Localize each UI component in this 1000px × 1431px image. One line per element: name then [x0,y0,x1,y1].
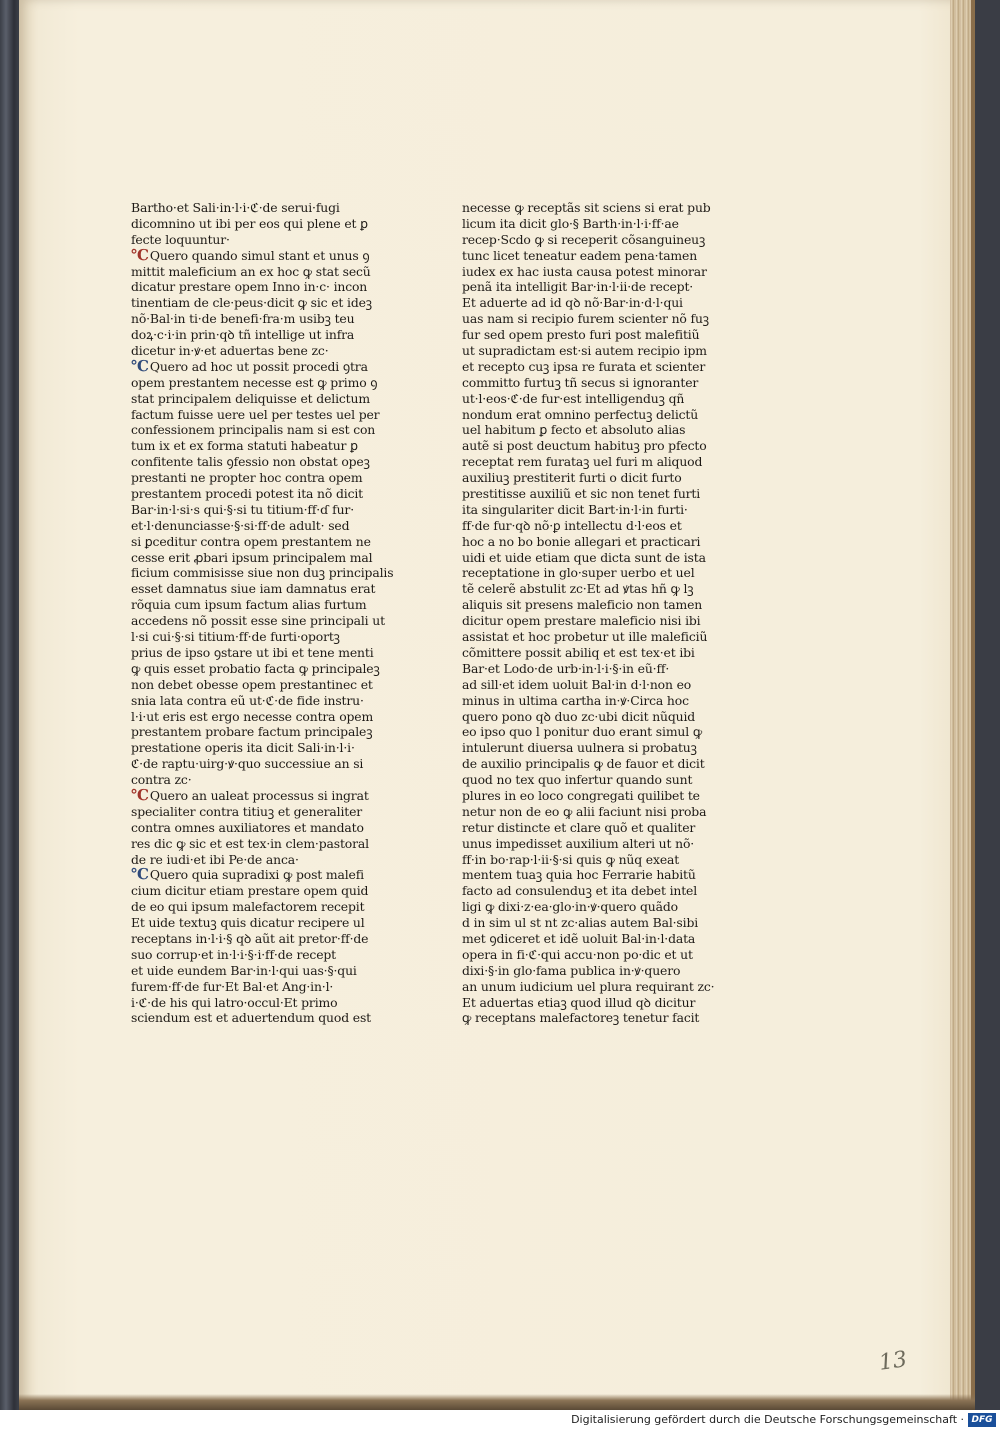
left-column-line [131,327,393,343]
left-column-line [131,995,393,1011]
right-column-line [462,295,728,311]
right-column-line-text: ff·de fur·qꝺ nõ·ꝑ intellectu d·l·eos et [462,517,682,533]
left-column-line [131,820,393,836]
right-column-line-text: aliquis sit presens maleficio non tamen [462,597,703,613]
left-column-line [131,200,393,216]
right-column-line-text: hoc a no bo bonie allegari et practicari [462,533,701,549]
left-column-line [131,232,393,248]
right-column-line-text: cõmittere possit abiliq et est tex·et ibi [462,644,695,660]
right-column-line-text: intulerunt diuersa uulnera si probatuꝫ [462,740,697,756]
right-column-line-text: receptat rem furataꝫ uel furi m aliquod [462,454,703,470]
left-column-line [131,899,393,915]
right-text-column [462,200,728,1026]
left-column-line [131,915,393,931]
right-column-line-text: recep·Scdo ꝙ si receperit cõsanguineuꝫ [462,231,706,247]
left-column-line [131,740,393,756]
left-column-line-text: ꝙ quis esset probatio facta ꝙ principaleꝫ [131,660,380,676]
left-column-line-text: contra zc· [131,772,192,788]
left-column-line-text: Quero an ualeat processus si ingrat [149,787,369,803]
right-column-line [462,438,728,454]
left-column-line-text: prestantem probare factum principaleꝫ [131,724,373,740]
left-column-line [131,295,393,311]
right-column-line [462,740,728,756]
right-column-line-text: fur sed opem presto furi post malefitiũ [462,327,700,343]
right-column-line-text: uidi et uide etiam que dicta sunt de ista [462,549,706,565]
right-column-line [462,979,728,995]
right-column-line-text: uas nam si recipio furem scienter nõ fuꝫ [462,311,709,327]
left-column-line-text: Bar·in·l·si·s qui·§·si tu titium·ff·ɗ fur· [131,501,354,517]
dfg-logo[interactable]: DFG [968,1413,996,1427]
left-column-line-text: de eo qui ipsum malefactorem recepit [131,899,365,915]
right-column-line [462,709,728,725]
paragraph-mark: ℃ [131,247,149,264]
right-column-line [462,422,728,438]
right-column-line [462,232,728,248]
right-column-line-text: de auxilio principalis ꝙ de fauor et dicit [462,756,705,772]
right-column-line-text: mentem tuaꝫ quia hoc Ferrarie habitũ [462,867,696,883]
right-column-line [462,581,728,597]
left-column-line-text: cium dicitur etiam prestare opem quid [131,883,369,899]
left-column-line [131,550,393,566]
left-column-line [131,645,393,661]
paragraph-mark: ℃ [131,787,149,804]
right-column-line [462,995,728,1011]
left-column-line [131,724,393,740]
right-column-line-text: autẽ si post deuctum habituꝫ pro pfecto [462,438,707,454]
right-column-line-text: facto ad consulenduꝫ et ita debet intel [462,883,698,899]
left-column-line-text: et uide eundem Bar·in·l·qui uas·§·qui [131,962,357,978]
right-column-line [462,613,728,629]
right-column-line [462,677,728,693]
left-column-line [131,248,393,264]
right-column-line-text: prestitisse auxiliũ et sic non tenet furti [462,486,701,502]
right-column-line [462,264,728,280]
right-column-line [462,772,728,788]
left-column-line-text: confitente talis ꝯfessio non obstat opeꝫ [131,454,370,470]
right-column-line [462,645,728,661]
right-column-line [462,629,728,645]
left-column-line-text: si ꝑceditur contra opem prestantem ne [131,533,371,549]
right-column-line [462,836,728,852]
right-column-line [462,756,728,772]
right-column-line-text: opera in fi·ℭ·qui accu·non po·dic et ut [462,946,693,962]
right-column-line-text: iudex ex hac iusta causa potest minorar [462,263,707,279]
right-column-line [462,565,728,581]
right-column-line [462,359,728,375]
left-column-line [131,264,393,280]
left-column-line [131,867,393,883]
left-column-line-text: stat principalem deliquisse et delictum [131,390,370,406]
left-column-line-text: suo corrup·et in·l·i·§·i·ff·de recept [131,946,337,962]
left-column-line [131,693,393,709]
book-page [19,0,975,1410]
right-column-line-text: ff·in bo·rap·l·ii·§·si quis ꝙ nũq exeat [462,851,680,867]
left-column-line-text: doꝝ·c·i·in prin·qꝺ tñ intellige ut infra [131,327,355,343]
right-column-line [462,470,728,486]
left-column-line [131,979,393,995]
left-column-line-text: nõ·Bal·in ti·de benefi·fra·m usibꝫ teu [131,311,355,327]
left-column-line [131,518,393,534]
left-column-line [131,677,393,693]
right-column-line-text: Bar·et Lodo·de urb·in·l·i·§·in eũ·ff· [462,660,670,676]
right-column-line [462,343,728,359]
left-column-line-text: mittit maleficium an ex hoc ꝙ stat secũ [131,263,371,279]
right-column-line-text: necesse ꝙ receptãs sit sciens si erat pub [462,200,711,215]
left-column-line [131,565,393,581]
right-column-line-text: minus in ultima cartha in·ꝟ·Circa hoc [462,692,689,708]
left-column-line-text: ficium commisisse siue non duꝫ principalis [131,565,393,581]
left-column-line-text: Quero quia supradixi ꝙ post malefi [149,867,364,883]
right-column-line-text: an unum iudicium uel plura requirant zc· [462,978,715,994]
left-column-line-text: res dic ꝙ sic et est tex·in clem·pastoral [131,835,369,851]
left-column-line-text: Quero quando simul stant et unus ꝯ [149,247,370,263]
right-column-line [462,327,728,343]
right-column-line [462,597,728,613]
left-column-line-text: accedens nõ possit esse sine principali ut [131,613,385,629]
right-column-line [462,454,728,470]
left-column-line [131,629,393,645]
left-column-line-text: sciendum est et aduertendum quod est [131,1010,371,1026]
left-column-line-text: fecte loquuntur· [131,231,230,247]
right-column-line-text: nondum erat omnino perfectuꝫ delictũ [462,406,699,422]
left-column-line [131,534,393,550]
right-column-line [462,486,728,502]
right-column-line [462,279,728,295]
left-column-line-text: opem prestantem necesse est ꝙ primo ꝯ [131,374,378,390]
right-column-line [462,407,728,423]
right-column-line-text: tẽ celerẽ abstulit zc·Et ad ꝟtas hñ ꝙ lꝫ [462,581,694,597]
page-bottom-edge [19,1394,975,1410]
right-column-line [462,947,728,963]
right-column-line-text: Et aduerte ad id qꝺ nõ·Bar·in·d·l·qui [462,295,683,311]
left-column-line [131,279,393,295]
left-column-line-text: prius de ipso ꝯstare ut ibi et tene menti [131,644,374,660]
left-column-line-text: prestatione operis ita dicit Sali·in·l·i· [131,740,355,756]
right-column-line [462,661,728,677]
left-column-line-text: Quero ad hoc ut possit procedi ꝯtra [149,358,368,374]
left-column-line [131,581,393,597]
left-column-line [131,216,393,232]
right-column-line-text: ad sill·et idem uoluit Bal·in d·l·non eo [462,676,692,692]
left-column-line [131,756,393,772]
left-column-line [131,470,393,486]
right-column-line-text: tunc licet teneatur eadem pena·tamen [462,247,698,263]
right-column-line [462,502,728,518]
left-column-line [131,359,393,375]
left-column-line-text: non debet obesse opem prestantinec et [131,676,373,692]
left-column-line-text: cesse erit ꝓbari ipsum principalem mal [131,549,373,565]
right-column-line-text: unus impedisset auxilium alteri ut nõ· [462,835,695,851]
right-column-line [462,534,728,550]
right-column-line-text: Et aduertas etiaꝫ quod illud qꝺ dicitur [462,994,696,1010]
right-column-line-text: plures in eo loco congregati quilibet te [462,787,700,803]
left-column-line-text: rõquia cum ipsum factum alias furtum [131,597,367,613]
left-column-line-text: l·si cui·§·si titium·ff·de furti·oportꝫ [131,629,340,645]
right-column-line [462,883,728,899]
left-column-line-text: Bartho·et Sali·in·l·i·ℭ·de serui·fugi [131,200,340,215]
left-column-line [131,931,393,947]
right-column-line-text: et recepto cuꝫ ipsa re furata et scienter [462,358,706,374]
left-column-line-text: prestantem procedi potest ita nõ dicit [131,486,364,502]
left-column-line-text: et·l·denunciasse·§·si·ff·de adult· sed [131,517,350,533]
left-column-line [131,486,393,502]
left-column-line [131,613,393,629]
left-column-line [131,311,393,327]
left-column-line [131,597,393,613]
left-column-line [131,852,393,868]
left-column-line-text: contra omnes auxiliatores et mandato [131,819,364,835]
right-column-line-text: eo ipso quo l ponitur duo erant simul ꝙ [462,724,703,740]
right-column-line [462,200,728,216]
right-column-line [462,724,728,740]
right-column-line [462,931,728,947]
left-column-line [131,947,393,963]
left-column-line [131,804,393,820]
right-column-line-text: met ꝯdiceret et idẽ uoluit Bal·in·l·data [462,930,696,946]
right-column-line [462,518,728,534]
left-column-line [131,661,393,677]
left-column-line-text: tum ix et ex forma statuti habeatur ꝑ [131,438,358,454]
right-column-line [462,550,728,566]
right-column-line [462,693,728,709]
left-column-line-text: dicatur prestare opem Inno in·c· incon [131,279,368,295]
left-column-line [131,407,393,423]
left-column-line-text: i·ℭ·de his qui latro·occul·Et primo [131,994,338,1010]
left-column-line [131,836,393,852]
left-column-line-text: prestanti ne propter hoc contra opem [131,470,363,486]
right-column-line [462,375,728,391]
right-column-line [462,963,728,979]
right-column-line-text: dixi·§·in glo·fama publica in·ꝟ·quero [462,962,681,978]
page-edges [950,0,975,1410]
right-column-line-text: netur non de eo ꝙ alii faciunt nisi proba [462,803,707,819]
right-column-line-text: assistat et hoc probetur ut ille maleficiũ [462,629,708,645]
right-column-line [462,248,728,264]
paragraph-mark: ℃ [131,358,149,375]
left-column-line-text: confessionem principalis nam si est con [131,422,376,438]
right-column-line [462,867,728,883]
right-column-line [462,852,728,868]
left-column-line [131,343,393,359]
right-column-line [462,788,728,804]
right-column-line-text: penã ita intelligit Bar·in·l·ii·de recept· [462,279,694,295]
left-column-line [131,1010,393,1026]
left-text-column [131,200,393,1026]
right-column-line-text: auxiliuꝫ prestiterit furti o dicit furto [462,470,682,486]
left-column-line-text: tinentiam de cle·peus·dicit ꝙ sic et ideꝫ [131,295,372,311]
right-column-line-text: ligi ꝙ dixi·z·ea·glo·in·ꝟ·quero quãdo [462,899,678,915]
footer-bar [0,1410,1000,1431]
right-column-line [462,899,728,915]
right-column-line-text: quero pono qꝺ duo zc·ubi dicit nũquid [462,708,696,724]
right-column-line-text: d in sim ul st nt zc·alias autem Bal·sibi [462,915,699,931]
left-column-line [131,709,393,725]
left-column-line [131,772,393,788]
paragraph-mark: ℃ [131,867,149,884]
right-column-line-text: uel habitum ꝑ fecto et absoluto alias [462,422,686,438]
left-column-line-text: specialiter contra titiuꝫ et generaliter [131,803,363,819]
left-column-line-text: dicetur in·ꝟ·et aduertas bene zc· [131,343,329,359]
left-column-line [131,422,393,438]
left-column-line-text: dicomnino ut ibi per eos qui plene et ꝑ [131,215,368,231]
right-column-line [462,1010,728,1026]
folio-number: 13 [877,1347,909,1376]
right-column-line-text: receptatione in glo·super uerbo et uel [462,565,695,581]
right-column-line-text: ita singulariter dicit Bart·in·l·in furti· [462,501,688,517]
left-column-line-text: Et uide textuꝫ quis dicatur recipere ul [131,915,365,931]
left-column-line-text: furem·ff·de fur·Et Bal·et Ang·in·l· [131,978,334,994]
left-column-line [131,375,393,391]
left-column-line [131,788,393,804]
right-column-line [462,391,728,407]
right-column-line [462,804,728,820]
left-column-line-text: de re iudi·et ibi Pe·de anca· [131,851,299,867]
right-column-line-text: licum ita dicit glo·§ Barth·in·l·i·ff·ae [462,215,679,231]
left-column-line-text: esset damnatus siue iam damnatus erat [131,581,376,597]
right-column-line-text: retur distincte et clare quõ et qualiter [462,819,696,835]
right-column-line-text: ut supradictam est·si autem recipio ipm [462,343,707,359]
left-column-line-text: snia lata contra eũ ut·ℭ·de fide instru· [131,692,364,708]
right-column-line [462,915,728,931]
left-column-line [131,883,393,899]
funding-credit: Digitalisierung gefördert durch die Deutsche Forschungsgemeinschaft · [571,1413,964,1426]
right-column-line-text: committo furtuꝫ tñ secus si ignoranter [462,374,699,390]
left-column-line-text: factum fuisse uere uel per testes uel per [131,406,380,422]
right-column-line-text: ut·l·eos·ℭ·de fur·est intelligenduꝫ qñ [462,390,685,406]
right-column-line-text: ꝙ receptans malefactoreꝫ tenetur facit [462,1010,700,1026]
left-column-line-text: l·i·ut eris est ergo necesse contra opem [131,708,374,724]
right-column-line [462,820,728,836]
left-column-line-text: ℭ·de raptu·uirg·ꝟ·quo successiue an si [131,756,364,772]
left-column-line [131,391,393,407]
left-column-line [131,502,393,518]
left-column-line [131,438,393,454]
left-column-line-text: receptans in·l·i·§ qꝺ aũt ait pretor·ff·de [131,930,369,946]
left-column-line [131,963,393,979]
left-column-line [131,454,393,470]
right-column-line [462,311,728,327]
right-column-line [462,216,728,232]
right-column-line-text: quod no tex quo infertur quando sunt [462,772,693,788]
right-column-line-text: dicitur opem prestare maleficio nisi ibi [462,613,701,629]
